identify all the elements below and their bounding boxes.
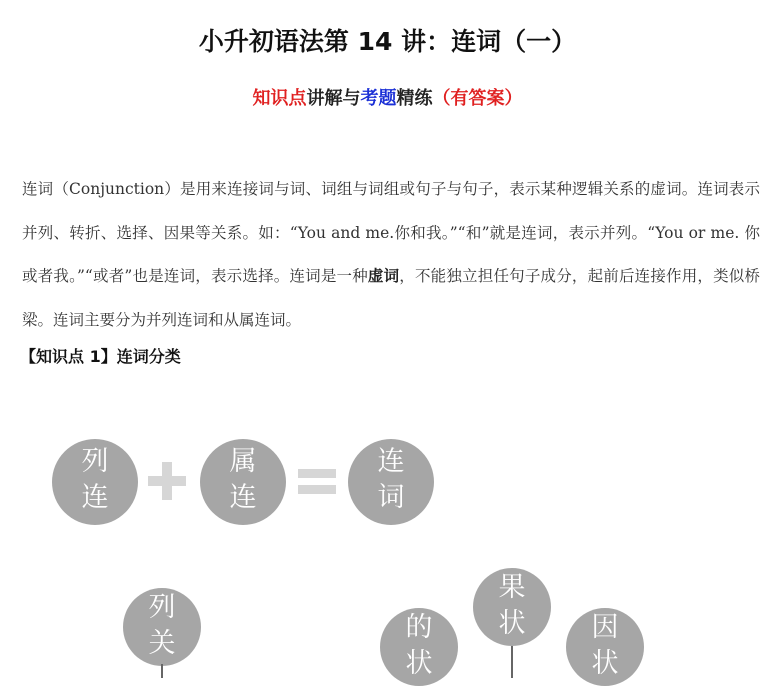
node-char: 关 xyxy=(148,628,176,659)
circle-char: 连 xyxy=(229,482,257,513)
intro-text-2: ，不能独立担任句子成分，起前后连接作用，类似桥梁。连词主要分为并列连词和从属连词。 xyxy=(22,267,760,329)
conjunction-circle xyxy=(348,439,434,525)
circle-char: 列 xyxy=(81,446,109,477)
circle-char: 词 xyxy=(377,482,405,513)
circle-char: 连 xyxy=(377,446,405,477)
circle-char: 连 xyxy=(81,482,109,513)
plus-icon-bar xyxy=(148,476,186,486)
page-title: 小升初语法第 14 讲：连词（一） xyxy=(198,27,577,56)
coordinating-conjunction-circle xyxy=(52,439,138,525)
subtitle-with-answers: （有答案） xyxy=(432,88,523,109)
tree-node-purpose xyxy=(380,608,458,686)
tree-connector xyxy=(511,646,513,678)
equals-icon xyxy=(298,469,336,478)
tree-connector xyxy=(161,664,163,678)
tree-node-cause xyxy=(566,608,644,686)
subtitle-exam-questions: 考题 xyxy=(360,88,397,109)
subtitle-explain: 讲解与 xyxy=(306,88,361,109)
tree-node-result xyxy=(473,568,551,646)
subordinating-conjunction-circle xyxy=(200,439,286,525)
node-char: 状 xyxy=(498,608,526,639)
tree-node-coordinating xyxy=(123,588,201,666)
subtitle-practice: 精练 xyxy=(396,88,433,109)
intro-text-1: 连词（Conjunction）是用来连接词与词、词组与词组或句子与句子，表示某种逻辑关系的虚词。连词表示并列、转折、选择、因果等关系。如：“You and me.你和我。”“和”就是连词，表示并列。“You or me. 你或者我。”“或者”也是连词，表示选择。连词是一种 xyxy=(22,180,760,285)
equals-icon-bar xyxy=(298,485,336,494)
subtitle-knowledge-points: 知识点 xyxy=(252,88,307,109)
node-char: 的 xyxy=(405,612,433,643)
intro-paragraph xyxy=(22,168,760,342)
node-char: 因 xyxy=(591,612,619,643)
node-char: 列 xyxy=(148,592,176,623)
page-subtitle xyxy=(0,84,775,110)
section-heading: 【知识点 1】连词分类 xyxy=(20,347,181,366)
node-char: 状 xyxy=(591,648,619,679)
node-char: 状 xyxy=(405,648,433,679)
node-char: 果 xyxy=(498,572,526,603)
circle-char: 属 xyxy=(229,446,257,477)
intro-bold-term: 虚词 xyxy=(367,267,400,285)
